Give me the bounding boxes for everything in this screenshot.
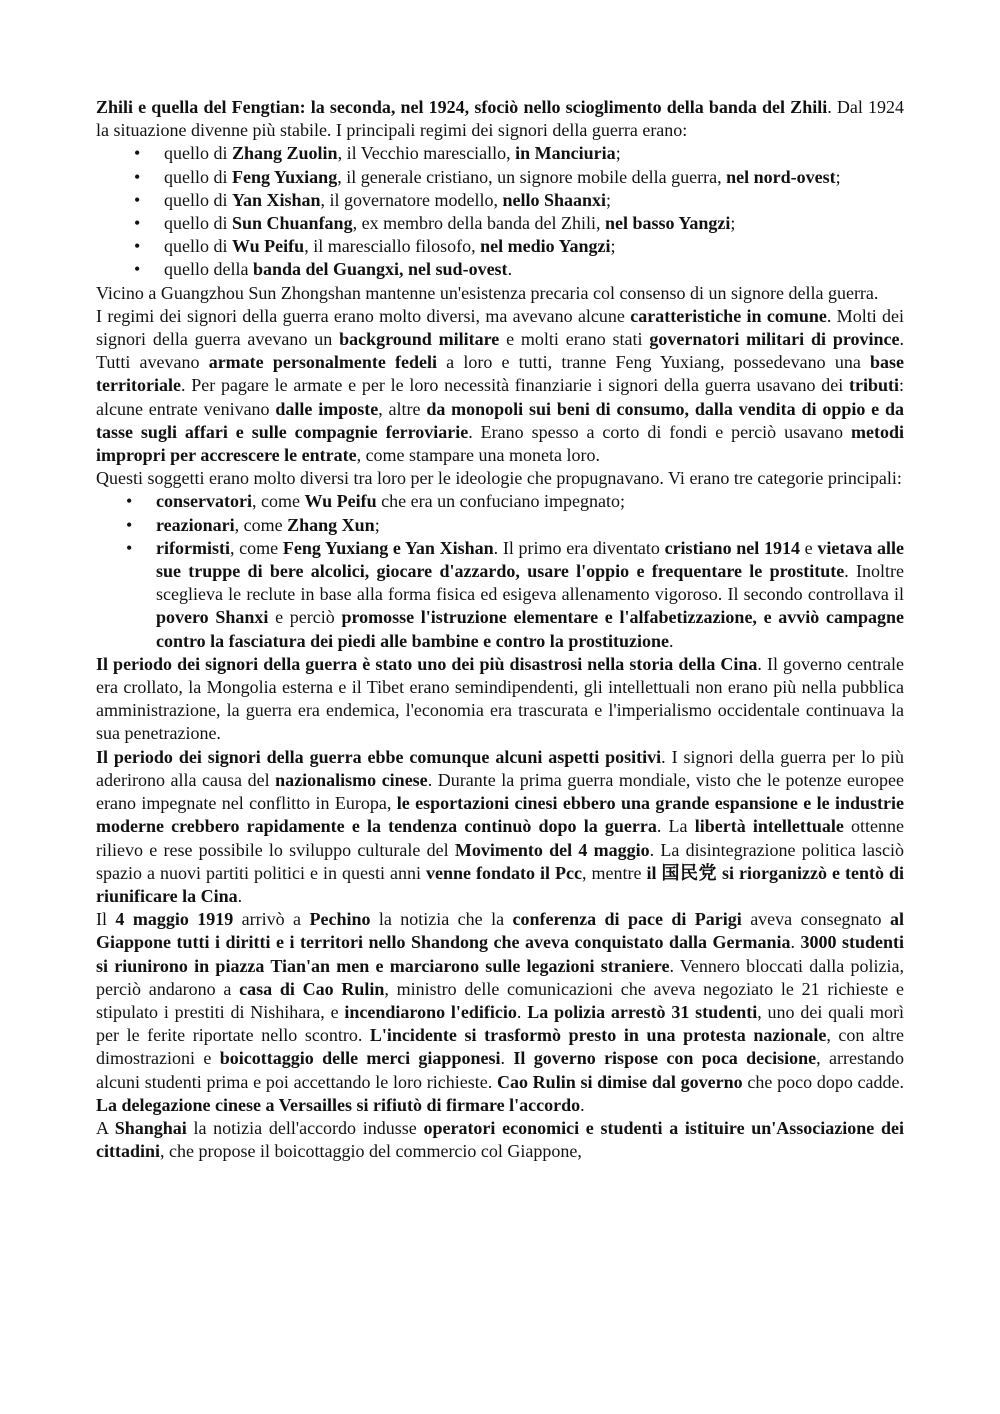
bold-text: povero Shanxi — [156, 607, 269, 628]
bold-text: in Manciuria — [515, 143, 616, 164]
paragraph-guangzhou — [96, 282, 904, 305]
text-run: , che propose il boicottaggio del commercio col Giappone, — [160, 1141, 582, 1162]
bold-text: nello Shaanxi — [502, 189, 607, 210]
paragraph-positive-aspects — [96, 746, 904, 908]
text-run: . Il governo centrale era crollato, la Mongolia esterna e il Tibet erano semindipendenti, gli intellettuali non erano più nella pubblica amministrazione, la guerra era endemica, l'economia era trascurata e l'imperialismo occidentale continuava la sua penetrazione. — [96, 653, 904, 744]
list-item — [156, 537, 904, 653]
text-run: , il governatore modello, — [320, 189, 503, 210]
text-run: . — [580, 1094, 585, 1115]
text-run: , uno dei quali morì per le ferite riportate nello scontro. — [96, 1001, 904, 1046]
bold-text: Shanghai — [114, 1117, 187, 1138]
text-run: , il Vecchio maresciallo, — [337, 143, 516, 164]
text-run: , altre — [378, 398, 427, 419]
text-run: , come — [234, 514, 288, 535]
text-run: ; — [606, 189, 612, 210]
bold-text: Zhang Xun — [287, 514, 375, 535]
text-run: . Vennero bloccati dalla polizia, perciò andarono a — [96, 955, 904, 999]
text-run: ; — [610, 236, 616, 257]
bold-text: L'incidente si trasformò presto in una protesta nazionale — [369, 1025, 827, 1046]
text-run: . — [507, 259, 513, 280]
list-item — [156, 490, 904, 513]
bold-text: Zhili e quella del Fengtian: la seconda, nel 1924, sfociò nello scioglimento della banda del Zhili — [96, 97, 828, 117]
text-run: la notizia che la — [370, 909, 513, 930]
text-run: . I signori della guerra per lo più aderirono alla causa del — [96, 746, 904, 790]
text-run: . — [237, 885, 243, 906]
bold-text: nel medio Yangzi — [480, 236, 611, 257]
text-run: quello di — [164, 143, 232, 164]
text-run: a loro e tutti, tranne Feng Yuxiang, possedevano una — [436, 352, 870, 373]
text-run: , con altre dimostrazioni e — [96, 1025, 904, 1069]
text-run: aveva consegnato — [741, 909, 890, 930]
bold-text: Il governo rispose con poca decisione — [513, 1048, 817, 1069]
text-run: . Dal 1924 la situazione divenne più stabile. I principali regimi dei signori della guerra erano: — [96, 97, 904, 141]
bold-text: operatori economici e studenti a istituire un'Associazione dei cittadini — [96, 1117, 904, 1162]
paragraph-disastrous-period — [96, 653, 904, 746]
bold-text: vietava alle sue truppe di bere alcolici, giocare d'azzardo, usare l'oppio e frequentare le prostitute — [156, 537, 904, 582]
bold-text: governatori militari di province — [649, 329, 900, 350]
bold-text: dalle imposte — [275, 398, 379, 419]
text-run: , mentre — [581, 862, 647, 883]
text-run: . Per pagare le armate e per le loro necessità finanziarie i signori della guerra usavano dei — [180, 375, 849, 396]
bold-text: il 国民党 si riorganizzò e tentò di riunificare la Cina — [96, 862, 904, 906]
text-run: . Il primo era diventato — [493, 537, 665, 558]
text-run: quello di — [164, 236, 232, 257]
bold-text: Feng Yuxiang — [232, 166, 338, 187]
bold-text: conservatori — [156, 491, 252, 512]
bold-text: La delegazione cinese a Versailles si rifiutò di firmare l'accordo — [96, 1094, 581, 1115]
paragraph-shanghai — [96, 1117, 904, 1163]
text-run: , come stampare una moneta loro. — [356, 445, 600, 466]
text-run: , il maresciallo filosofo, — [304, 236, 481, 257]
text-run: , come — [229, 537, 283, 558]
list-item — [164, 166, 904, 189]
warlord-regimes-list — [96, 142, 904, 281]
text-run: Questi soggetti erano molto diversi tra loro per le ideologie che propugnavano. Vi erano tre categorie principali: — [96, 468, 902, 489]
bold-text: venne fondato il Pcc — [425, 862, 582, 883]
bold-text: da monopoli sui beni di consumo, dalla vendita di oppio e da tasse sugli affari e sulle compagnie ferroviarie — [96, 398, 904, 442]
text-run: . La disintegrazione politica lasciò spazio a nuovi partiti politici e in questi anni — [96, 839, 905, 883]
paragraph-may-fourth — [96, 908, 904, 1117]
paragraph-characteristics — [96, 305, 904, 467]
bold-text: Feng Yuxiang e Yan Xishan — [282, 537, 494, 558]
bold-text: tributi — [848, 375, 899, 396]
bold-text: nazionalismo cinese — [275, 769, 428, 790]
text-run: . La — [656, 816, 695, 837]
text-run: . Inoltre sceglieva le reclute in base alla forma fisica ed esigeva allenamento vigoroso. Il secondo controllava il — [156, 561, 904, 605]
text-run: A — [96, 1117, 115, 1138]
document-page — [96, 96, 904, 1163]
bold-text: 3000 studenti si riunirono in piazza Tian'an men e marciarono sulle legazioni straniere — [96, 932, 904, 976]
text-run: e molti erano stati — [499, 329, 650, 350]
list-item — [164, 235, 904, 258]
text-run: ; — [615, 143, 621, 164]
text-run: che poco dopo cadde. — [742, 1071, 905, 1092]
bold-text: caratteristiche in comune — [630, 305, 827, 326]
bold-text: promosse l'istruzione elementare e l'alfabetizzazione, e avviò campagne contro la fasciatura dei piedi alle bambine e contro la prostituzione — [156, 607, 904, 651]
bold-text: libertà intellettuale — [694, 816, 844, 837]
text-run: ; — [835, 166, 841, 187]
text-run: Vicino a Guangzhou Sun Zhongshan mantenne un'esistenza precaria col consenso di un signore della guerra. — [96, 282, 879, 303]
text-run: Il — [96, 909, 116, 930]
bold-text: riformisti — [156, 537, 230, 558]
bold-text: background militare — [339, 329, 500, 350]
text-run: quello di — [164, 213, 232, 234]
bold-text: Il periodo dei signori della guerra è stato uno dei più disastrosi nella storia della Cina — [96, 653, 758, 674]
bold-text: al Giappone tutti i diritti e i territori nello Shandong che aveva conquistato dalla Germania — [96, 909, 904, 953]
bold-text: cristiano nel 1914 — [664, 537, 800, 558]
bold-text: reazionari — [156, 514, 235, 535]
text-run: quello di — [164, 189, 232, 210]
bold-text: le esportazioni cinesi ebbero una grande espansione e le industrie moderne crebbero rapidamente e la tendenza continuò dopo la guerra — [96, 793, 904, 837]
bold-text: Sun Chuanfang — [232, 213, 353, 234]
paragraph-zhili — [96, 96, 904, 142]
text-run: . — [790, 932, 801, 953]
text-run: , il generale cristiano, un signore mobile della guerra, — [337, 166, 727, 187]
ideology-categories-list — [96, 490, 904, 652]
bold-text: casa di Cao Rulin — [239, 978, 385, 999]
text-run: ; — [730, 213, 736, 234]
text-run: . Molti dei signori della guerra avevano un — [96, 305, 905, 350]
bold-text: Wu Peifu — [304, 491, 377, 512]
bold-text: Pechino — [309, 909, 371, 930]
text-run: , ex membro della banda del Zhili, — [352, 213, 605, 234]
bold-text: Yan Xishan — [232, 189, 321, 210]
text-run: quello della — [164, 259, 253, 280]
bold-text: Movimento del 4 maggio — [454, 839, 650, 860]
bold-text: conferenza di pace di Parigi — [512, 909, 742, 930]
text-run: , arrestando alcuni studenti prima e poi accettando le loro richieste. — [96, 1048, 904, 1092]
paragraph-ideologies — [96, 467, 904, 490]
text-run: . — [500, 1048, 514, 1069]
bold-text: nel nord-ovest — [726, 166, 836, 187]
text-run: e perciò — [268, 607, 342, 628]
text-run: che era un confuciano impegnato; — [376, 491, 626, 512]
list-item — [164, 258, 904, 281]
bold-text: Wu Peifu — [232, 236, 305, 257]
text-run: . Erano spesso a corto di fondi e perciò usavano — [468, 421, 851, 442]
text-run: . — [516, 1001, 528, 1022]
bold-text: armate personalmente fedeli — [208, 352, 437, 373]
list-item — [156, 514, 904, 537]
text-run: . — [668, 630, 674, 651]
bold-text: boicottaggio delle merci giapponesi — [219, 1048, 501, 1069]
text-run: arrivò a — [233, 909, 310, 930]
text-run: . Durante la prima guerra mondiale, visto che le potenze europee erano impegnate nel conflitto in Europa, — [96, 769, 905, 814]
text-run: . Tutti avevano — [96, 329, 904, 373]
text-run: I regimi dei signori della guerra erano molto diversi, ma avevano alcune — [96, 305, 631, 326]
bold-text: metodi impropri per accrescere le entrate — [96, 421, 904, 466]
text-run: la notizia dell'accordo indusse — [186, 1117, 424, 1138]
list-item — [164, 142, 904, 165]
text-run: ottenne rilievo e rese possibile lo sviluppo culturale del — [96, 816, 905, 860]
text-run: , ministro delle comunicazioni che aveva negoziato le 21 richieste e stipulato i prestiti di Nishihara, e — [96, 978, 905, 1022]
bold-text: La polizia arrestò 31 studenti — [527, 1001, 758, 1022]
bold-text: Il periodo dei signori della guerra ebbe comunque alcuni aspetti positivi — [96, 746, 662, 767]
bold-text: base territoriale — [96, 352, 904, 396]
bold-text: incendiarono l'edificio — [344, 1001, 517, 1022]
bold-text: nel basso Yangzi — [605, 213, 731, 234]
text-run: ; — [374, 514, 380, 535]
bold-text: Zhang Zuolin — [232, 143, 338, 164]
text-run: e — [799, 537, 818, 558]
text-run: : alcune entrate venivano — [96, 375, 904, 419]
text-run: quello di — [164, 166, 232, 187]
text-run: , come — [251, 491, 305, 512]
bold-text: 4 maggio 1919 — [115, 909, 234, 930]
list-item — [164, 212, 904, 235]
list-item — [164, 189, 904, 212]
bold-text: banda del Guangxi, nel sud-ovest — [252, 259, 508, 280]
bold-text: Cao Rulin si dimise dal governo — [496, 1071, 743, 1092]
